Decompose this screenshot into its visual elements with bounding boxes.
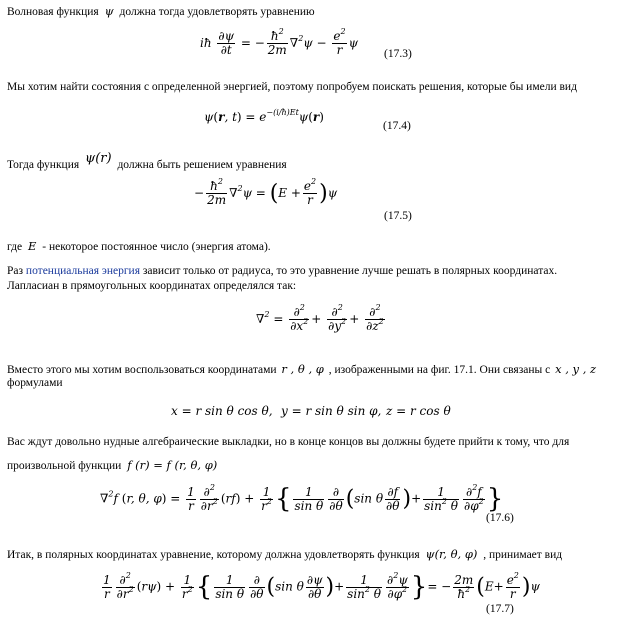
para-polar-equation xyxy=(7,547,562,561)
psi-symbol: ψ xyxy=(104,4,114,18)
para-laplacian: Лапласиан в прямоугольных координатах определялся так: xyxy=(7,280,297,292)
potential-energy-link[interactable]: потенциальная энергия xyxy=(25,265,140,277)
para-polar-mid: , изображенными на фиг. 17.1. Они связаны с xyxy=(328,364,551,376)
psi-r-symbol: ψ(r) xyxy=(85,151,112,166)
equation-17-5: − $\frac{ħ^2}{2m}$ ∇$^2$ψ = (E + $\frac{e^2}{r}$ )ψ xyxy=(194,177,338,207)
cartesian-symbols: x , y , z xyxy=(555,362,597,376)
equation-17-7: $\frac{1}{r}$ $\frac{\partial^2}{\partial r^2}$ (rψ) + $\frac{1}{r^2}$ { $\frac{1}{\text{sin θ}}$ $\frac{\partial}{\partial\theta}$ (sin θ $\frac{\partial\psi}{\partial\theta}$ )+ $\frac{1}{\sin^2 \theta}$ $\frac{\partial^2\psi}{\partial\varphi^2}$ }= − $\frac{2m}{ħ^2}$ (E+ $\frac{e^2}{r}$ )ψ xyxy=(103,570,540,602)
para-arbitrary-text: произвольной функции xyxy=(7,460,122,472)
coord-formula-z: z = r cos θ xyxy=(386,404,451,418)
para-where-end: - некоторое постоянное число (энергия атома). xyxy=(42,241,271,253)
function-f-symbol: f (r) = f (r, θ, φ) xyxy=(127,458,218,472)
para-algebra: Вас ждут довольно нудные алгебраические выкладки, но в конце концов вы должны будете прийти к тому, что для xyxy=(7,436,570,448)
equation-laplacian: ∇$^2$ = $\frac{\partial^2}{\partial x^2}$ + $\frac{\partial^2}{\partial y^2}$ + $\frac{\partial^2}{\partial z^2}$ xyxy=(256,303,384,333)
equation-number-17-7: (17.7) xyxy=(486,603,514,615)
para-then-function-end: должна быть решением уравнения xyxy=(117,159,287,171)
para-arbitrary-function xyxy=(7,458,220,472)
equation-17-3: iħ $\frac{\partial\psi}{\partial t}$ = − $\frac{ħ^2}{2m}$ ∇$^2$ψ − $\frac{e^2}{r}$ ψ xyxy=(200,27,359,57)
equation-17-6: ∇$^2$f (r, θ, φ) = $\frac{1}{r}$ $\frac{\partial^2}{\partial r^2}$ (rf) + $\frac{1}{r^2}$ { $\frac{1}{\text{sin θ}}$ $\frac{\partial}{\partial\theta}$ (sin θ $\frac{\partial f}{\partial\theta}$ )+ $\frac{1}{\sin^2 \theta}$ $\frac{\partial^2f}{\partial\varphi^2}$ } xyxy=(100,482,504,514)
para-states: Мы хотим найти состояния с определенной энергией, поэтому попробуем поискать решения, которые бы имели вид xyxy=(7,81,577,93)
coord-formula-y: y = r sin θ sin φ, xyxy=(281,404,382,418)
para-where-e xyxy=(7,239,271,253)
para-then-function xyxy=(7,151,287,172)
para-intro-end: должна тогда удовлетворять уравнению xyxy=(119,6,315,18)
para-then-function-text: Тогда функция xyxy=(7,159,80,171)
equation-number-17-6: (17.6) xyxy=(486,512,514,524)
para-polar xyxy=(7,362,598,376)
para-intro xyxy=(7,4,315,18)
para-polar-equation-text: Итак, в полярных координатах уравнение, которому должна удовлетворять функция xyxy=(7,549,420,561)
equation-number-17-3: (17.3) xyxy=(384,48,412,60)
para-where-text: где xyxy=(7,241,23,253)
para-formulas: формулами xyxy=(7,377,63,389)
para-potential-end: зависит только от радиуса, то это уравнение лучше решать в полярных координатах. xyxy=(142,265,558,277)
equation-number-17-4: (17.4) xyxy=(383,120,411,132)
energy-symbol: E xyxy=(27,239,37,253)
psi-polar-symbol: ψ(r, θ, φ) xyxy=(425,547,478,561)
coord-formula-x: x = r sin θ cos θ, xyxy=(171,404,273,418)
equation-17-4: ψ(r, $t) = e^{-(i/ħ)Et}\psi(r)$ xyxy=(204,108,324,124)
para-potential-start: Раз xyxy=(7,265,24,277)
equation-number-17-5: (17.5) xyxy=(384,210,412,222)
polar-coords-symbols: r , θ , φ xyxy=(281,362,324,376)
para-polar-text: Вместо этого мы хотим воспользоваться координатами xyxy=(7,364,277,376)
para-potential xyxy=(7,265,557,277)
para-intro-text: Волновая функция xyxy=(7,6,99,18)
para-polar-equation-end: , принимает вид xyxy=(483,549,563,561)
